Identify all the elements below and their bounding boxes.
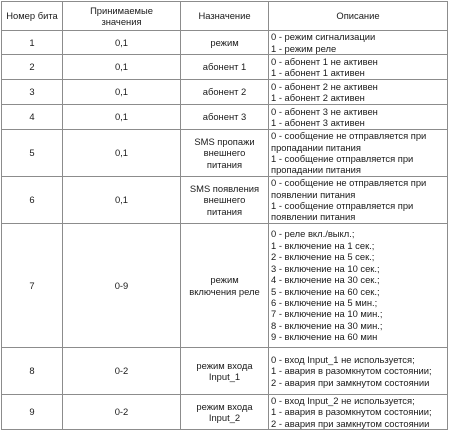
description-line: 0 - абонент 1 не активен — [271, 55, 378, 67]
bit-number-cell: 3 — [2, 80, 63, 105]
purpose-line: SMS появления — [189, 182, 260, 194]
table-row — [2, 348, 448, 395]
purpose-cell — [181, 395, 269, 430]
description-line: 1 - авария в разомкнутом состоянии; — [271, 406, 432, 418]
purpose-line: Input_2 — [208, 412, 241, 424]
description-line: 0 - абонент 3 не активен — [271, 105, 378, 117]
description-cell — [269, 105, 448, 130]
header-bit-number: Номер бита — [2, 2, 63, 31]
description-line: 0 - сообщение не отправляется при — [271, 130, 427, 142]
description-line: 1 - сообщение отправляется при — [271, 200, 414, 211]
bit-number-cell: 2 — [2, 55, 63, 80]
description-line: 4 - включение на 30 сек.; — [271, 274, 380, 286]
bit-number-cell: 5 — [2, 130, 63, 177]
description-line: появлении питания — [271, 211, 356, 223]
description-cell — [269, 224, 448, 348]
description-line: 1 - сообщение отправляется при — [271, 153, 414, 164]
accepted-values-cell: 0,1 — [63, 105, 181, 130]
bit-number-cell: 7 — [2, 224, 63, 348]
purpose-line: абонент 2 — [202, 86, 247, 98]
description-line: 8 - включение на 30 мин.; — [271, 319, 383, 331]
description-line: 0 - абонент 2 не активен — [271, 80, 378, 92]
description-line: 5 - включение на 60 сек.; — [271, 285, 380, 297]
table-row — [2, 55, 448, 80]
bit-number-cell: 4 — [2, 105, 63, 130]
purpose-line: режим — [210, 274, 239, 286]
purpose-line: Input_1 — [208, 371, 241, 382]
purpose-line: включения реле — [189, 285, 260, 297]
table-row — [2, 177, 448, 224]
accepted-values-cell: 0-2 — [63, 348, 181, 395]
purpose-line: режим — [210, 36, 239, 48]
accepted-values-cell: 0,1 — [63, 177, 181, 224]
table-row — [2, 395, 448, 430]
bit-number-cell: 6 — [2, 177, 63, 224]
description-line: 1 - авария в разомкнутом состоянии; — [271, 365, 432, 377]
description-line: 1 - абонент 2 активен — [271, 92, 365, 103]
accepted-values-cell: 0-9 — [63, 224, 181, 348]
table-row — [2, 105, 448, 130]
bit-number-cell: 9 — [2, 395, 63, 430]
header-accepted-values — [63, 2, 181, 31]
purpose-line: режим входа — [196, 400, 253, 412]
description-cell — [269, 348, 448, 395]
description-line: 3 - включение на 10 сек.; — [271, 262, 380, 274]
description-cell — [269, 130, 448, 177]
description-line: 0 - режим сигнализации — [271, 31, 376, 43]
description-line: 7 - включение на 10 мин.; — [271, 308, 383, 320]
purpose-line: абонент 1 — [202, 61, 247, 73]
description-line: 2 - авария при замкнутом состоянии — [271, 417, 430, 429]
purpose-line: внешнего — [203, 147, 246, 159]
bit-number-cell: 8 — [2, 348, 63, 395]
header-accepted-values-line: значения — [101, 16, 142, 27]
description-line: 0 - вход Input_1 не используется; — [271, 353, 415, 365]
purpose-cell — [181, 55, 269, 80]
table-header — [2, 2, 448, 31]
purpose-cell — [181, 130, 269, 177]
description-cell — [269, 55, 448, 80]
accepted-values-cell: 0,1 — [63, 55, 181, 80]
purpose-line: питания — [206, 205, 243, 217]
bit-settings-table — [1, 1, 448, 430]
description-cell — [269, 177, 448, 224]
description-line: 1 - режим реле — [271, 42, 337, 54]
description-line: 1 - абонент 1 активен — [271, 67, 365, 78]
purpose-line: абонент 3 — [202, 111, 247, 123]
purpose-cell — [181, 80, 269, 105]
table-row — [2, 31, 448, 55]
description-line: 0 - сообщение не отправляется при — [271, 177, 427, 189]
purpose-cell — [181, 105, 269, 130]
description-line: 0 - вход Input_2 не используется; — [271, 395, 415, 406]
header-description: Описание — [269, 2, 448, 31]
purpose-line: SMS пропажи — [194, 135, 255, 147]
description-line: 1 - абонент 3 активен — [271, 117, 365, 128]
table-row — [2, 80, 448, 105]
table-row — [2, 130, 448, 177]
purpose-cell — [181, 348, 269, 395]
purpose-cell — [181, 177, 269, 224]
purpose-line: питания — [206, 158, 243, 170]
header-row — [2, 2, 448, 31]
purpose-cell — [181, 224, 269, 348]
bit-number-cell: 1 — [2, 31, 63, 55]
description-line: 1 - включение на 1 сек.; — [271, 239, 375, 251]
table-row — [2, 224, 448, 348]
description-line: появлении питания — [271, 188, 356, 200]
accepted-values-cell: 0,1 — [63, 80, 181, 105]
description-cell — [269, 80, 448, 105]
description-cell — [269, 395, 448, 430]
accepted-values-cell: 0,1 — [63, 31, 181, 55]
accepted-values-cell: 0,1 — [63, 130, 181, 177]
description-line: 6 - включение на 5 мин.; — [271, 296, 378, 308]
table-body — [2, 31, 448, 430]
purpose-line: внешнего — [203, 194, 246, 206]
description-line: 0 - реле вкл./выкл.; — [271, 228, 355, 240]
header-accepted-values-line: Принимаемые — [90, 4, 153, 16]
description-line: 2 - авария при замкнутом состоянии — [271, 376, 430, 388]
accepted-values-cell: 0-2 — [63, 395, 181, 430]
description-cell — [269, 31, 448, 55]
description-line: пропадании питания — [271, 164, 361, 176]
description-line: 9 - включение на 60 мин — [271, 331, 378, 343]
purpose-cell — [181, 31, 269, 55]
header-purpose: Назначение — [181, 2, 269, 31]
description-line: пропадании питания — [271, 141, 361, 153]
description-line: 2 - включение на 5 сек.; — [271, 251, 375, 263]
purpose-line: режим входа — [196, 359, 253, 371]
